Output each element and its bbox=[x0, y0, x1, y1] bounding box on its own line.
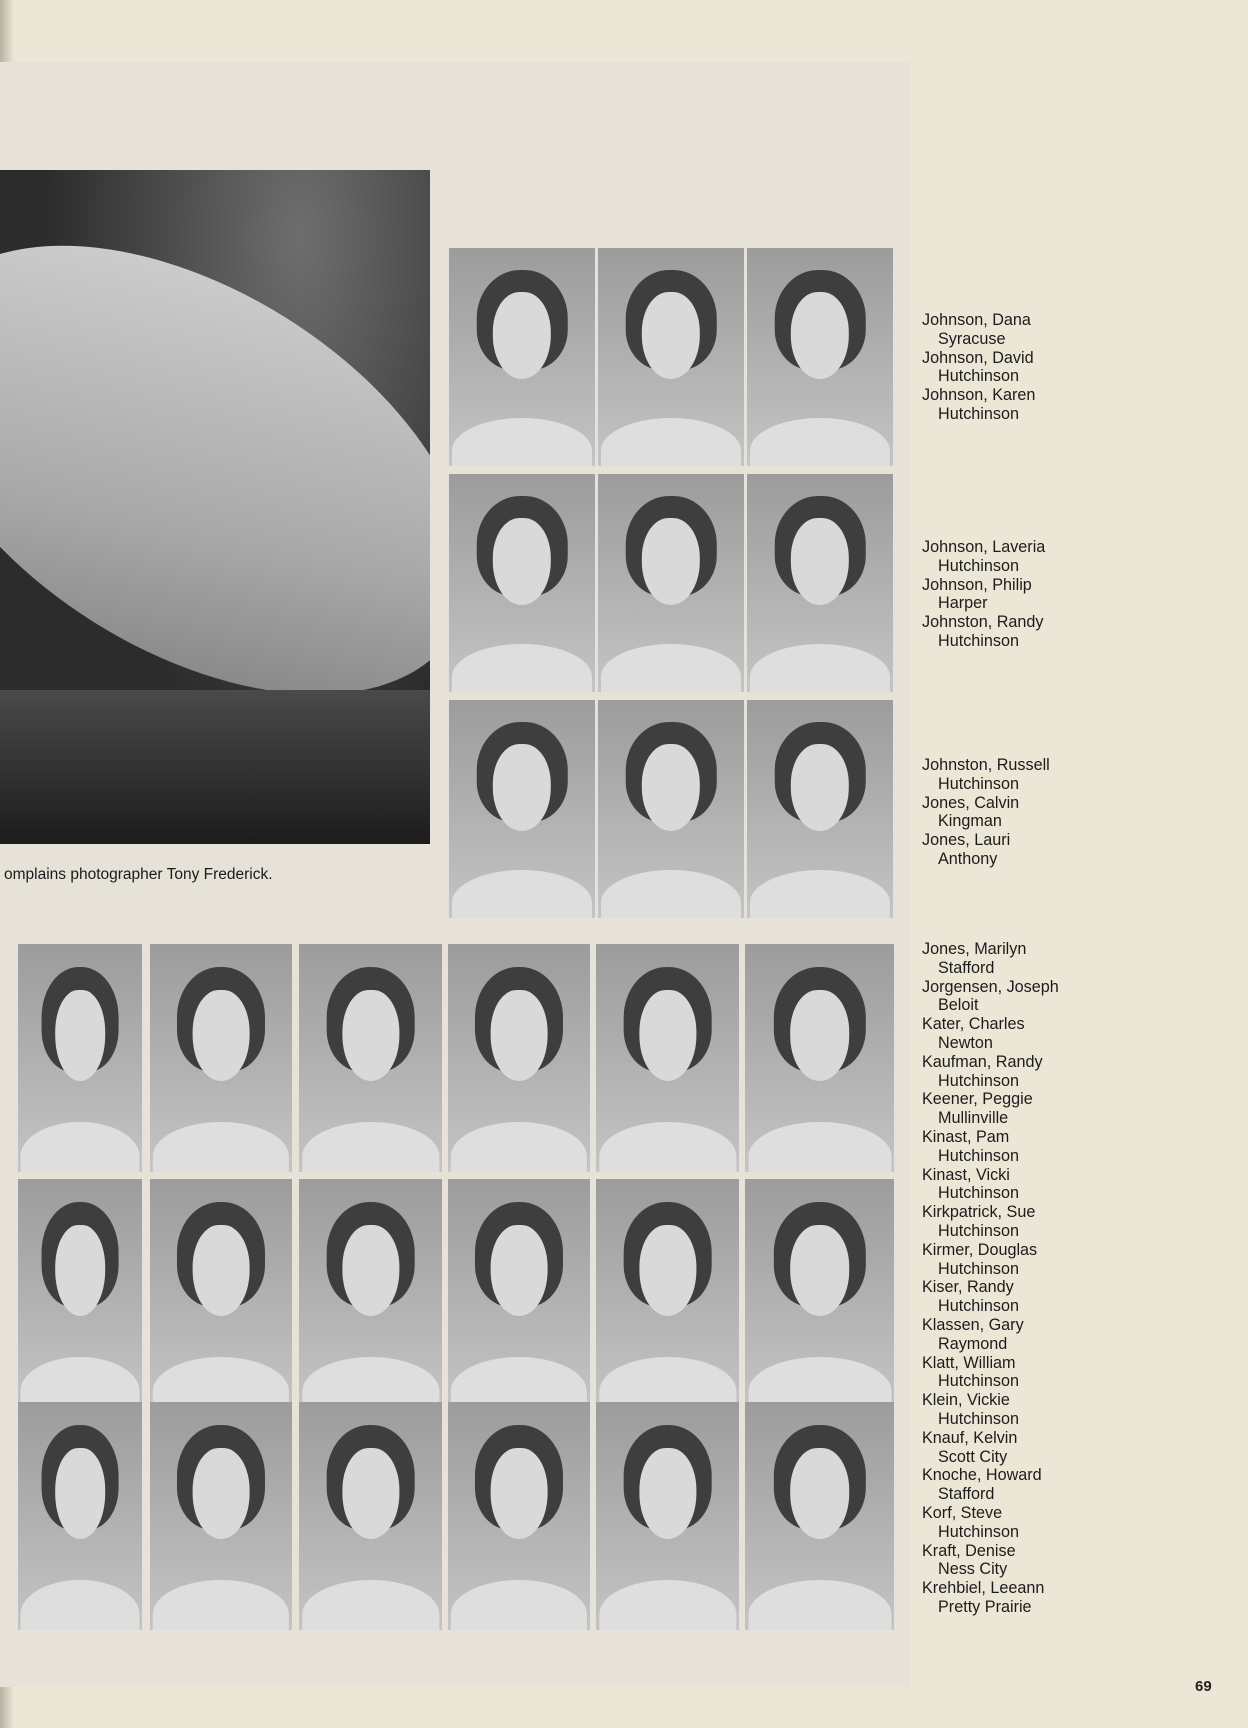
student-hometown: Hutchinson bbox=[938, 1146, 1019, 1165]
name-list bbox=[922, 940, 1059, 1617]
student-hometown: Stafford bbox=[938, 958, 995, 977]
portrait-photo bbox=[596, 1402, 739, 1630]
portrait-shoulders bbox=[153, 1357, 289, 1407]
student-hometown: Hutchinson bbox=[938, 556, 1019, 575]
portrait-shoulders bbox=[20, 1357, 139, 1407]
student-name: Jones, Marilyn bbox=[922, 940, 1027, 958]
portrait-shoulders bbox=[750, 644, 890, 692]
portrait-face bbox=[791, 744, 849, 831]
portrait-photo bbox=[150, 944, 292, 1172]
portrait-face bbox=[790, 1448, 850, 1539]
portrait-photo bbox=[596, 944, 739, 1172]
portrait-face bbox=[493, 518, 551, 605]
student-name: Jorgensen, Joseph bbox=[922, 977, 1059, 996]
student-name: Klein, Vickie bbox=[922, 1391, 1010, 1410]
student-name: Kiser, Randy bbox=[922, 1278, 1014, 1297]
portrait-photo bbox=[18, 944, 142, 1172]
portrait-shoulders bbox=[599, 1357, 736, 1407]
portrait-face bbox=[55, 990, 105, 1081]
student-name: Kraft, Denise bbox=[922, 1541, 1016, 1560]
portrait-shoulders bbox=[302, 1122, 439, 1172]
portrait-face bbox=[342, 1225, 399, 1316]
portrait-photo bbox=[745, 1179, 894, 1407]
portrait-shoulders bbox=[302, 1580, 439, 1630]
student-name: Knoche, Howard bbox=[922, 1466, 1042, 1485]
portrait-photo bbox=[449, 248, 595, 466]
student-hometown: Hutchinson bbox=[938, 367, 1019, 386]
portrait-shoulders bbox=[601, 870, 741, 918]
student-name: Jones, Calvin bbox=[922, 793, 1020, 812]
student-hometown: Hutchinson bbox=[938, 1071, 1019, 1090]
portrait-photo bbox=[150, 1402, 292, 1630]
feature-photo bbox=[0, 170, 430, 844]
portrait-shoulders bbox=[302, 1357, 439, 1407]
portrait-photo bbox=[299, 1402, 442, 1630]
student-hometown: Newton bbox=[938, 1033, 993, 1052]
portrait-shoulders bbox=[748, 1580, 891, 1630]
student-name: Jones, Lauri bbox=[922, 831, 1011, 850]
student-name: Johnson, David bbox=[922, 348, 1034, 367]
student-name: Klatt, William bbox=[922, 1353, 1016, 1372]
portrait-photo bbox=[745, 944, 894, 1172]
portrait-face bbox=[642, 518, 700, 605]
student-hometown: Harper bbox=[938, 594, 988, 613]
student-name: Krehbiel, Leeann bbox=[922, 1579, 1045, 1598]
portrait-shoulders bbox=[451, 1357, 587, 1407]
portrait-photo bbox=[598, 248, 744, 466]
portrait-photo bbox=[18, 1179, 142, 1407]
portrait-shoulders bbox=[20, 1122, 139, 1172]
name-list bbox=[922, 538, 1045, 651]
portrait-face bbox=[642, 292, 700, 379]
page-number: 69 bbox=[1195, 1678, 1212, 1695]
student-hometown: Hutchinson bbox=[938, 774, 1019, 793]
student-hometown: Syracuse bbox=[938, 329, 1006, 348]
student-name: Kinast, Pam bbox=[922, 1127, 1010, 1146]
portrait-face bbox=[193, 1225, 250, 1316]
portrait-photo bbox=[598, 474, 744, 692]
student-hometown: Pretty Prairie bbox=[938, 1597, 1032, 1616]
portrait-photo bbox=[448, 1179, 590, 1407]
student-hometown: Hutchinson bbox=[938, 1184, 1019, 1203]
portrait-photo bbox=[449, 474, 595, 692]
portrait-photo bbox=[747, 700, 893, 918]
student-hometown: Raymond bbox=[938, 1334, 1008, 1353]
portrait-photo bbox=[747, 474, 893, 692]
portrait-photo bbox=[150, 1179, 292, 1407]
student-hometown: Hutchinson bbox=[938, 1221, 1019, 1240]
portrait-shoulders bbox=[153, 1122, 289, 1172]
portrait-face bbox=[790, 990, 850, 1081]
portrait-photo bbox=[448, 1402, 590, 1630]
student-name: Kater, Charles bbox=[922, 1015, 1025, 1034]
name-list bbox=[922, 756, 1050, 869]
student-hometown: Hutchinson bbox=[938, 404, 1019, 423]
portrait-face bbox=[791, 518, 849, 605]
student-hometown: Anthony bbox=[938, 849, 998, 868]
portrait-shoulders bbox=[750, 418, 890, 466]
portrait-face bbox=[491, 1225, 548, 1316]
student-name: Korf, Steve bbox=[922, 1503, 1003, 1522]
portrait-shoulders bbox=[601, 644, 741, 692]
portrait-face bbox=[55, 1448, 105, 1539]
portrait-photo bbox=[747, 248, 893, 466]
portrait-shoulders bbox=[20, 1580, 139, 1630]
portrait-face bbox=[790, 1225, 850, 1316]
portrait-photo bbox=[448, 944, 590, 1172]
portrait-photo bbox=[299, 1179, 442, 1407]
feature-photo-caption: omplains photographer Tony Frederick. bbox=[4, 866, 273, 883]
student-name: Johnston, Randy bbox=[922, 613, 1044, 632]
portrait-face bbox=[493, 744, 551, 831]
student-hometown: Hutchinson bbox=[938, 1409, 1019, 1428]
portrait-photo bbox=[449, 700, 595, 918]
student-hometown: Beloit bbox=[938, 996, 979, 1015]
student-hometown: Stafford bbox=[938, 1485, 995, 1504]
student-hometown: Hutchinson bbox=[938, 1522, 1019, 1541]
portrait-face bbox=[491, 990, 548, 1081]
student-name: Knauf, Kelvin bbox=[922, 1428, 1018, 1447]
portrait-photo bbox=[596, 1179, 739, 1407]
portrait-face bbox=[55, 1225, 105, 1316]
portrait-shoulders bbox=[748, 1122, 891, 1172]
student-hometown: Ness City bbox=[938, 1560, 1008, 1579]
portrait-face bbox=[342, 990, 399, 1081]
student-hometown: Hutchinson bbox=[938, 1259, 1019, 1278]
name-list bbox=[922, 311, 1035, 424]
portrait-shoulders bbox=[601, 418, 741, 466]
student-hometown: Hutchinson bbox=[938, 1372, 1019, 1391]
student-name: Klassen, Gary bbox=[922, 1315, 1024, 1334]
portrait-face bbox=[639, 1448, 696, 1539]
portrait-face bbox=[193, 990, 250, 1081]
student-hometown: Hutchinson bbox=[938, 1297, 1019, 1316]
portrait-shoulders bbox=[750, 870, 890, 918]
portrait-shoulders bbox=[452, 644, 592, 692]
portrait-shoulders bbox=[153, 1580, 289, 1630]
student-hometown: Scott City bbox=[938, 1447, 1008, 1466]
portrait-face bbox=[493, 292, 551, 379]
portrait-face bbox=[639, 990, 696, 1081]
portrait-photo bbox=[598, 700, 744, 918]
student-name: Kirmer, Douglas bbox=[922, 1240, 1038, 1259]
student-name: Johnson, Karen bbox=[922, 386, 1036, 405]
student-name: Kaufman, Randy bbox=[922, 1052, 1043, 1071]
student-hometown: Hutchinson bbox=[938, 631, 1019, 650]
portrait-photo bbox=[18, 1402, 142, 1630]
student-name: Johnson, Philip bbox=[922, 575, 1032, 594]
student-name: Johnson, Dana bbox=[922, 311, 1031, 329]
portrait-face bbox=[342, 1448, 399, 1539]
portrait-face bbox=[639, 1225, 696, 1316]
portrait-face bbox=[193, 1448, 250, 1539]
student-name: Johnson, Laveria bbox=[922, 538, 1046, 556]
portrait-photo bbox=[299, 944, 442, 1172]
portrait-face bbox=[642, 744, 700, 831]
portrait-shoulders bbox=[451, 1122, 587, 1172]
portrait-face bbox=[491, 1448, 548, 1539]
student-name: Kinast, Vicki bbox=[922, 1165, 1010, 1184]
portrait-shoulders bbox=[452, 418, 592, 466]
student-hometown: Mullinville bbox=[938, 1109, 1009, 1128]
portrait-face bbox=[791, 292, 849, 379]
portrait-shoulders bbox=[599, 1122, 736, 1172]
portrait-shoulders bbox=[452, 870, 592, 918]
portrait-shoulders bbox=[748, 1357, 891, 1407]
student-name: Kirkpatrick, Sue bbox=[922, 1203, 1036, 1222]
portrait-photo bbox=[745, 1402, 894, 1630]
student-hometown: Kingman bbox=[938, 812, 1002, 831]
feature-photo-floor bbox=[0, 690, 430, 844]
portrait-shoulders bbox=[451, 1580, 587, 1630]
student-name: Johnston, Russell bbox=[922, 756, 1050, 774]
portrait-shoulders bbox=[599, 1580, 736, 1630]
student-name: Keener, Peggie bbox=[922, 1090, 1033, 1109]
